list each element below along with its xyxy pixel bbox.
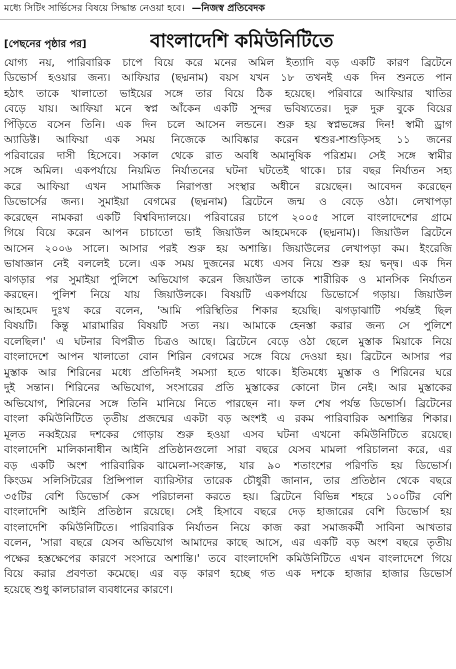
article-line: ডিভোর্স হওয়ার জন্য। আফিয়ার (ছদ্মনাম) বয়স যখন ১৮ তখনই এক দিন শুনতে পান [4,72,452,84]
article-line: করে আফিয়া এখন সামাজিক নিরাপত্তা সংস্থার অধীনে রয়েছেন। আবেদন করেছেন [4,180,452,193]
article-body [4,54,452,666]
article-line: গিয়ে বিয়ে করেন আপন চাচাতো ভাই জিয়াউল আহমেদকে (ছদ্মনাম)। জিয়াউল ব্রিটেনে [4,227,452,239]
article-line: বিষয়টি। কিন্তু মারামারির বিষয়টি সত্য নয়। আমাকে হেনস্তা করার জন্য সে পুলিশে [4,320,452,332]
byline: —নিজস্ব প্রতিবেদক [191,3,265,14]
article-line: বিয়ে করার প্রবণতা কমেছে। এর বড় কারণ হচ্ছে গত এক দশকে হাজার হাজার ডিভোর্স [4,568,452,580]
article-line: বড় একটি অংশ পারিবারিক ঝামেলা-সংক্রান্ত, যার ৯০ শতাংশের পরিণতি হয় ডিভোর্স। [4,459,452,472]
article-line: বাংলাদেশে আপন খালাতো বোন শিরিন বেগমের সঙ্গে বিয়ে দেওয়া হয়। ব্রিটেনে আসার পর [4,351,452,363]
article-line: পিঁড়িতে বসেন তিনি। এক দিন চলে আসেন লন্ডনে। শুরু হয় স্বপ্নভঙ্গের দিন! স্বামী ড্রাগ [4,118,452,131]
headline: বাংলাদেশি কমিউনিটিতে [150,30,334,52]
article-line: বেড়ে যায়। আফিয়া মনে স্বপ্ন আঁকেন একটি সুন্দর ভবিষ্যতের। দুরু দুরু বুকে বিয়ের [4,103,452,115]
article-line: আহমেদ দুঃখ করে বলেন, 'আমি পরিস্থিতির শিকার হয়েছি। ঝগড়াঝাটি পর্যন্তই ছিল [4,304,452,317]
article-line: ৩৫টির বেশি ডিভোর্স কেস পরিচালনা করতে হয়। ব্রিটেনে বিভিন্ন শহরে ১০০টির বেশি [4,490,452,503]
article-line: বাংলাদেশি আইনি প্রতিষ্ঠান রয়েছে। সেই হিসাবে বছরে দেড় হাজারের বেশি ডিভোর্স হয় [4,506,452,518]
article-line: বলেছিল।' এ ঘটনার বিপরীত চিত্রও আছে। ব্রিটেনে বেড়ে ওঠা ছেলে মুস্তাক মিয়াকে নিয়ে [4,335,452,348]
article-line: করছেন। পুলিশ নিয়ে যায় জিয়াউলকে। বিষয়টি একপর্যায়ে ডিভোর্সে গড়ায়। জিয়াউল [4,289,452,301]
article-line: অভিযোগ, শিরিনের সঙ্গে তিনি মানিয়ে নিতে পারছেন না। ফল শেষ পর্যন্ত ডিভোর্স। ব্রিটেনের [4,397,452,410]
article-line: দুই সন্তান। শিরিনের অভিযোগ, সংসারের প্রতি মুস্তাকের কোনো টান নেই। আর মুস্তাকের [4,382,452,394]
article-line: ডিভোর্সের জন্য। সুমাইয়া বেগমের (ছদ্মনাম) ব্রিটেনে জন্ম ও বেড়ে ওঠা। লেখাপড়া [4,196,452,208]
top-strip [0,0,456,20]
article-line: যোগ্য নয়, পারিবারিক চাপে বিয়ে করে মনের অমিল ইত্যাদি বড় একটি কারণ ব্রিটেনে [4,56,452,69]
article-line: বাংলাদেশি মালিকানাধীন আইনি প্রতিষ্ঠানগুলো সারা বছরে যেসব মামলা পরিচালনা করে, এর [4,444,452,456]
article-line: পক্ষের হস্তক্ষেপের কারণে সংসারে অশান্তি।' তবে বাংলাদেশি কমিউনিটিতে এখন বাংলাদেশে গিয়ে [4,552,452,565]
article-line: হয়েছে শুধু কালচারাল ব্যবধানের কারণে। [4,583,173,596]
article-line: সঙ্গে অমিল। একপর্যায়ে নিয়মিত নির্যাতনের ঘটনা ঘটতেই থাকে। চার বছর নির্যাতন সহ্য [4,165,452,177]
top-strip-text: মধ্যে সিটিং সার্ভিসের বিষয়ে সিদ্ধান্ত নেওয়া হবে। [4,3,188,14]
continued-label: [পেছনের পৃষ্ঠার পর] [4,39,87,50]
article-line: আসেন ২০০৬ সালে। আসার পরই শুরু হয় অশান্তি। জিয়াউলের লেখাপড়া কম। ইংরেজি [4,242,452,255]
article-line: কিংডম সলিসিটরের প্রিন্সিপাল ব্যারিস্টার তারেক চৌধুরী জানান, তার প্রতিষ্ঠান থেকে বছরে [4,475,452,487]
article-line: হঠাৎ তাকে খালাতো ভাইয়ের সঙ্গে তার বিয়ে ঠিক হয়েছে। পরিবারে আফিয়ার খাতির [4,87,452,100]
article-line: অ্যাডিক্ট। আফিয়া এক সময় নিজেকে আবিষ্কার করেন শ্বশুর-শাশুড়িসহ ১১ জনের [4,134,452,146]
article-line: করেছেন নামকরা একটি বিশ্ববিদ্যালয়ে। পরিবারের চাপে ২০০৫ সালে বাংলাদেশের গ্রামে [4,211,452,224]
article-line: মূলত নব্বইয়ের দশকের গোড়ায় শুরু হওয়া এসব ঘটনা এখনো কমিউনিটিতে রয়েছে। [4,428,452,441]
article-line: মুস্তাক আর শিরিনের মধ্যে প্রতিদিনই সমস্যা হতে থাকে। ইতিমধ্যে মুস্তাক ও শিরিনের ঘরে [4,366,452,379]
article-line: বাংলাদেশি কমিউনিটিতে। পারিবারিক নির্যাতন নিয়ে কাজ করা সমাজকর্মী সাবিনা আখতার [4,521,452,534]
article-line: বাংলা কমিউনিটিতে তৃতীয় প্রজন্মের একটা বড় অংশই এ রকম পারিবারিক অশান্তির শিকার। [4,413,452,425]
article-line: পরিবারের দাসী হিসেবে। সকাল থেকে রাত অবধি অমানুষিক পরিশ্রম। সেই সঙ্গে স্বামীর [4,149,452,162]
article-line: ঝগড়ার পর সুমাইয়া পুলিশে অভিযোগ করেন জিয়াউল তাকে শারীরিক ও মানসিক নির্যাতন [4,273,452,286]
article-line: বলেন, 'সারা বছরে যেসব অভিযোগ আমাদের কাছে আসে, এর একটি বড় অংশ বছরে তৃতীয় [4,537,452,549]
article-line: ভাষাজ্ঞান নেই বললেই চলে। এক সময় দুজনের মধ্যে এসব নিয়ে শুরু হয় দ্বন্দ্ব। এক দিন [4,258,452,270]
